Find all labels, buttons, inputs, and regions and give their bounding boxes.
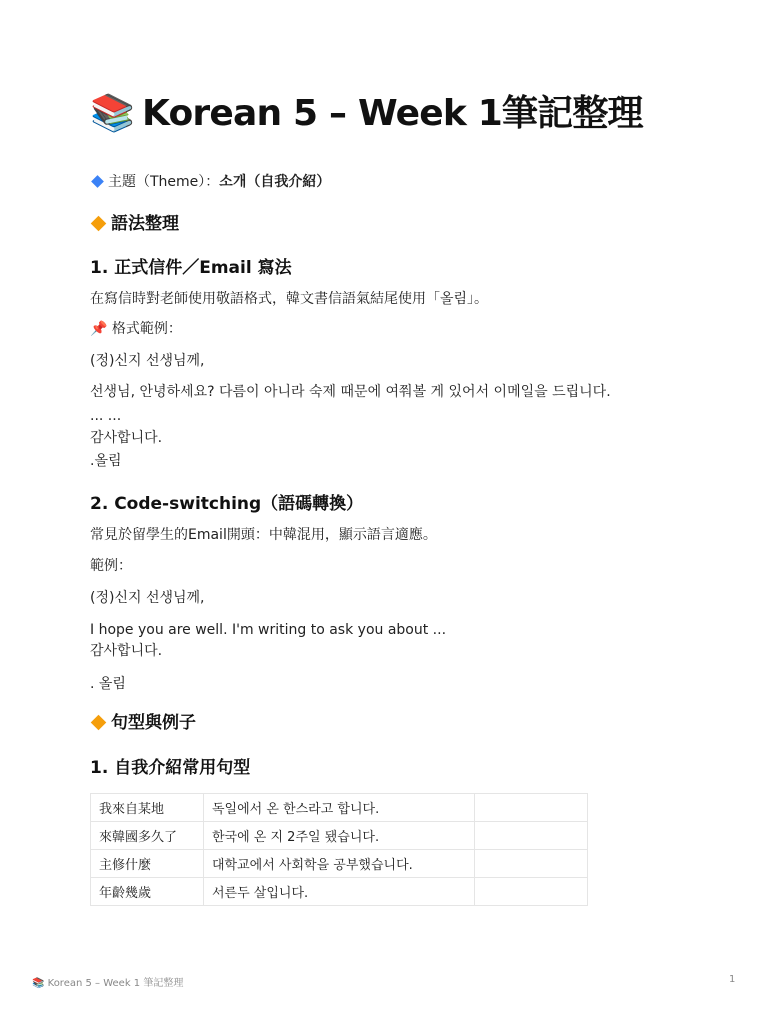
letter-ellipsis: ... ... — [90, 408, 122, 424]
blue-diamond-icon — [91, 175, 104, 188]
orange-diamond-icon — [91, 714, 107, 730]
table-cell-zh: 來韓國多久了 — [91, 822, 204, 850]
cs-thanks: 감사합니다. — [90, 643, 163, 659]
theme-line — [90, 172, 330, 192]
cs-body: I hope you are well. I'm writing to ask you about ... — [90, 622, 447, 638]
letter-thanks: 감사합니다. — [90, 430, 163, 446]
table-cell-zh: 我來自某地 — [91, 794, 204, 822]
theme-value: 소개（自我介紹） — [219, 174, 331, 190]
table-cell-empty — [475, 822, 588, 850]
grammar-1-description: 在寫信時對老師使用敬語格式，韓文書信語氣結尾使用「올림」。 — [90, 291, 489, 307]
orange-diamond-icon — [91, 215, 107, 231]
table-row — [91, 794, 588, 822]
patterns-1-heading: 1. 自我介紹常用句型 — [90, 758, 251, 778]
section-heading-patterns — [90, 711, 196, 735]
letter-body: 선생님, 안녕하세요? 다름이 아니라 숙제 때문에 여쭤볼 게 있어서 이메일을 드립니다. — [90, 384, 611, 400]
section-heading-grammar — [90, 212, 179, 236]
format-example-label: 📌 格式範例： — [90, 321, 182, 337]
table-cell-empty — [475, 878, 588, 906]
cs-greeting: (정)신지 선생님께, — [90, 590, 205, 606]
grammar-2-heading: 2. Code-switching（語碼轉換） — [90, 494, 364, 514]
self-intro-table — [90, 793, 588, 906]
table-cell-ko: 서른두 살입니다. — [204, 878, 475, 906]
letter-greeting: (정)신지 선생님께, — [90, 353, 205, 369]
page-number: 1 — [729, 974, 736, 985]
table-row — [91, 850, 588, 878]
grammar-1-heading: 1. 正式信件／Email 寫法 — [90, 258, 292, 278]
footer-title: 📚 Korean 5 – Week 1 筆記整理 — [32, 978, 184, 989]
table-cell-ko: 독일에서 온 한스라고 합니다. — [204, 794, 475, 822]
table-cell-zh: 年齡幾歲 — [91, 878, 204, 906]
section-heading-patterns-text: 句型與例子 — [111, 713, 196, 733]
table-cell-ko: 대학교에서 사회학을 공부했습니다. — [204, 850, 475, 878]
grammar-2-description: 常見於留學生的Email開頭：中韓混用，顯示語言適應。 — [90, 527, 437, 543]
table-cell-empty — [475, 850, 588, 878]
table-cell-ko: 한국에 온 지 2주일 됐습니다. — [204, 822, 475, 850]
table-cell-empty — [475, 794, 588, 822]
table-row — [91, 822, 588, 850]
table-row — [91, 878, 588, 906]
section-heading-grammar-text: 語法整理 — [111, 214, 179, 234]
table-cell-zh: 主修什麼 — [91, 850, 204, 878]
page-title — [90, 88, 643, 140]
letter-signoff: .올림 — [90, 453, 122, 469]
cs-signoff: . 올림 — [90, 676, 126, 692]
books-icon: 📚 — [90, 93, 135, 134]
example-label: 範例： — [90, 558, 132, 574]
theme-label: 主題（Theme）： — [108, 174, 220, 190]
page-title-text: Korean 5 – Week 1筆記整理 — [142, 93, 643, 134]
